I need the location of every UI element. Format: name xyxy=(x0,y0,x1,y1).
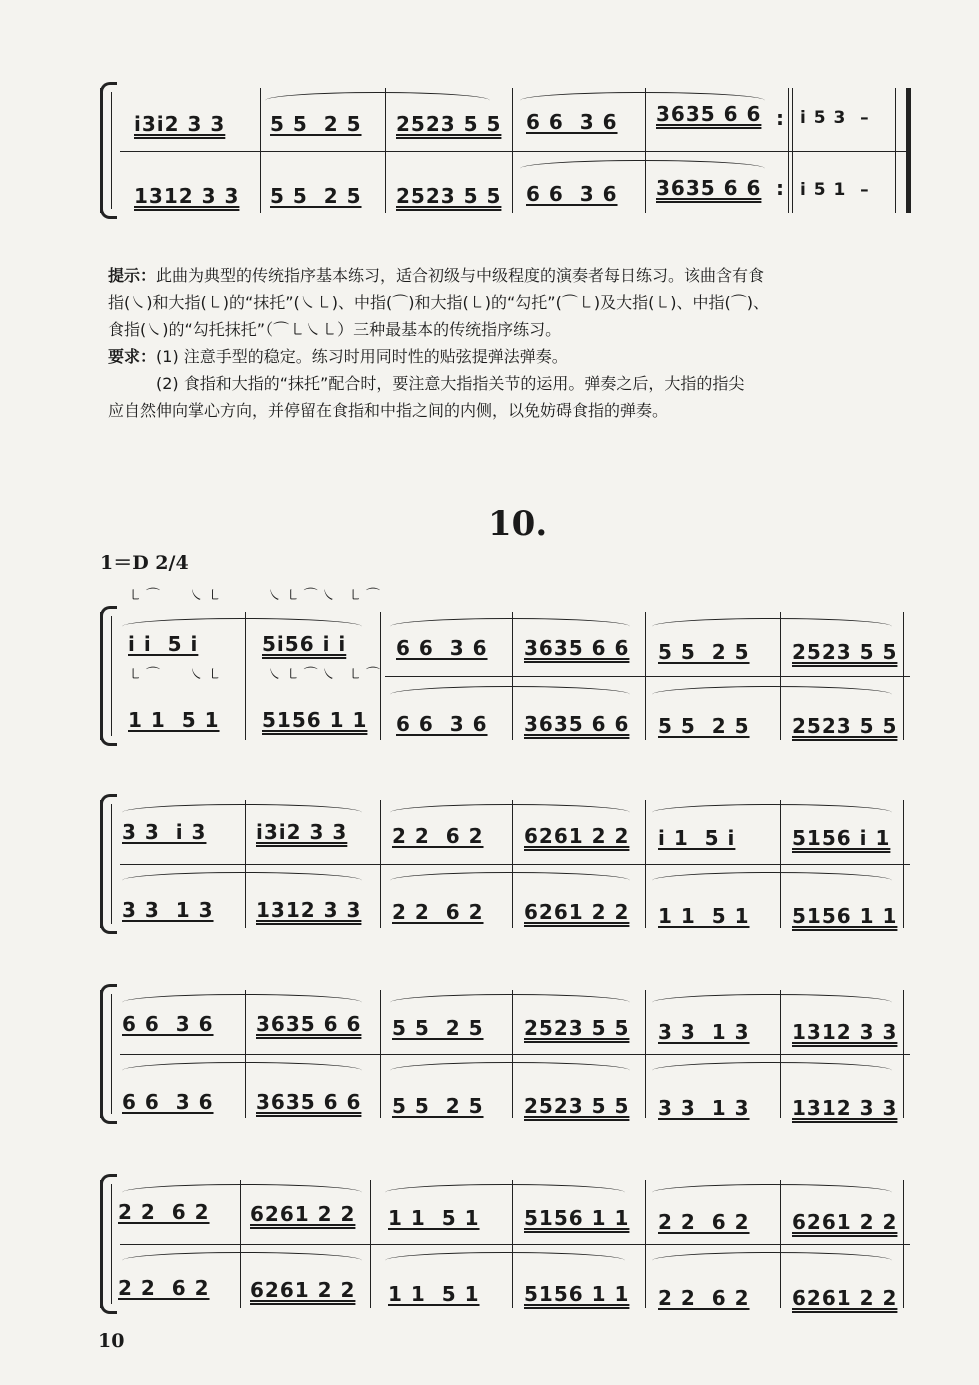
s2-lower-m5: 1 1 5 1 xyxy=(658,904,750,928)
s3-upper-m4: 2523 5 5 xyxy=(524,1016,630,1040)
measure-lower-1: 1312 3 3 xyxy=(134,184,240,208)
s4-upper-m6: 6261 2 2 xyxy=(792,1210,898,1234)
s1-upper-m2: 5i56 i i xyxy=(262,632,347,656)
s2-lower-m2: 1312 3 3 xyxy=(256,898,362,922)
measure-lower-3: 2523 5 5 xyxy=(396,184,502,208)
measure-upper-1: i3i2 3 3 xyxy=(134,112,226,136)
measure-lower-5: 3635 6 6 xyxy=(656,176,762,200)
s2-upper-m3: 2 2 6 2 xyxy=(392,824,484,848)
hint-line-1: 此曲为典型的传统指序基本练习，适合初级与中级程度的演奏者每日练习。该曲含有食 xyxy=(156,266,765,285)
s1-upper-m1: i i 5 i xyxy=(128,632,199,656)
s4-lower-m4: 5156 1 1 xyxy=(524,1282,630,1306)
s3-upper-m2: 3635 6 6 xyxy=(256,1012,362,1036)
s2-lower-m1: 3 3 1 3 xyxy=(122,898,214,922)
s2-lower-m6: 5156 1 1 xyxy=(792,904,898,928)
s3-lower-m2: 3635 6 6 xyxy=(256,1090,362,1114)
s1-upper-m3: 6 6 3 6 xyxy=(396,636,488,660)
s4-lower-m1: 2 2 6 2 xyxy=(118,1276,210,1300)
requirement-label: 要求： xyxy=(108,347,157,366)
s3-lower-m4: 2523 5 5 xyxy=(524,1094,630,1118)
measure-upper-2: 5 5 2 5 xyxy=(270,112,362,136)
score-system-1 xyxy=(100,612,910,740)
fingering-marks-upper: ㇄⌒ ㇏㇄ ㇏㇄⌒㇏ ㇄⌒ xyxy=(128,588,385,604)
s1-upper-m4: 3635 6 6 xyxy=(524,636,630,660)
instructions xyxy=(108,262,908,424)
s1-lower-m5: 5 5 2 5 xyxy=(658,714,750,738)
system-brace xyxy=(100,88,117,213)
s2-upper-m2: i3i2 3 3 xyxy=(256,820,348,844)
page-number: 10 xyxy=(98,1330,125,1352)
s3-upper-m6: 1312 3 3 xyxy=(792,1020,898,1044)
s4-upper-m4: 5156 1 1 xyxy=(524,1206,630,1230)
piece-number: 10. xyxy=(488,504,548,544)
s1-upper-m5: 5 5 2 5 xyxy=(658,640,750,664)
s2-lower-m4: 6261 2 2 xyxy=(524,900,630,924)
s3-lower-m3: 5 5 2 5 xyxy=(392,1094,484,1118)
fingering-marks-lower: ㇄⌒ ㇏㇄ ㇏㇄⌒㇏ ㇄⌒ xyxy=(128,667,385,683)
measure-upper-4: 6 6 3 6 xyxy=(526,110,618,134)
s1-upper-m6: 2523 5 5 xyxy=(792,640,898,664)
s3-upper-m3: 5 5 2 5 xyxy=(392,1016,484,1040)
s2-lower-m3: 2 2 6 2 xyxy=(392,900,484,924)
s4-upper-m2: 6261 2 2 xyxy=(250,1202,356,1226)
measure-lower-4: 6 6 3 6 xyxy=(526,182,618,206)
requirement-line-1: (1) 注意手型的稳定。练习时用同时性的贴弦提弹法弹奏。 xyxy=(156,347,568,366)
s4-upper-m3: 1 1 5 1 xyxy=(388,1206,480,1230)
s1-lower-m6: 2523 5 5 xyxy=(792,714,898,738)
s2-upper-m6: 5156 i 1 xyxy=(792,826,891,850)
s1-lower-m2: 5156 1 1 xyxy=(262,708,368,732)
s2-upper-m1: 3 3 i 3 xyxy=(122,820,207,844)
hint-line-2: 指(㇏)和大指(㇄)的“抹托”(㇏㇄)、中指(⌒)和大指(㇄)的“勾托”(⌒㇄)及大指(㇄)、中指(⌒)、 xyxy=(108,293,770,312)
s4-upper-m5: 2 2 6 2 xyxy=(658,1210,750,1234)
s4-lower-m2: 6261 2 2 xyxy=(250,1278,356,1302)
s2-upper-m5: i 1 5 i xyxy=(658,826,736,850)
final-barline xyxy=(895,88,911,213)
s3-upper-m1: 6 6 3 6 xyxy=(122,1012,214,1036)
final-chord-lower: i 5 1 – xyxy=(800,180,870,200)
top-score-system: i3i2 3 3 5 5 2 5 2523 5 5 6 6 3 6 3635 6 6 1312 3 3 5 5 2 5 2523 5 5 6 6 3 6 3635 6 6 : : i 5 3 – i 5 1 – xyxy=(100,88,910,213)
s1-lower-m3: 6 6 3 6 xyxy=(396,712,488,736)
key-signature: 1＝D 2/4 xyxy=(100,552,189,574)
measure-upper-5: 3635 6 6 xyxy=(656,102,762,126)
s4-upper-m1: 2 2 6 2 xyxy=(118,1200,210,1224)
s3-lower-m5: 3 3 1 3 xyxy=(658,1096,750,1120)
score-system-4 xyxy=(100,1180,910,1308)
s3-lower-m6: 1312 3 3 xyxy=(792,1096,898,1120)
requirement-line-2: (2) 食指和大指的“抹托”配合时，要注意大指指关节的运用。弹奏之后，大指的指尖 xyxy=(156,374,745,393)
s4-lower-m5: 2 2 6 2 xyxy=(658,1286,750,1310)
s1-lower-m1: 1 1 5 1 xyxy=(128,708,220,732)
s2-upper-m4: 6261 2 2 xyxy=(524,824,630,848)
s1-lower-m4: 3635 6 6 xyxy=(524,712,630,736)
s3-upper-m5: 3 3 1 3 xyxy=(658,1020,750,1044)
score-system-2 xyxy=(100,800,910,928)
requirement-line-3: 应自然伸向掌心方向，并停留在食指和中指之间的内侧，以免妨碍食指的弹奏。 xyxy=(108,401,669,420)
measure-lower-2: 5 5 2 5 xyxy=(270,184,362,208)
final-chord-upper: i 5 3 – xyxy=(800,108,870,128)
score-system-3 xyxy=(100,990,910,1118)
s3-lower-m1: 6 6 3 6 xyxy=(122,1090,214,1114)
s4-lower-m6: 6261 2 2 xyxy=(792,1286,898,1310)
hint-line-3: 食指(㇏)的“勾托抹托”（⌒㇄㇏㇄）三种最基本的传统指序练习。 xyxy=(108,320,562,339)
hint-label: 提示： xyxy=(108,266,157,285)
s4-lower-m3: 1 1 5 1 xyxy=(388,1282,480,1306)
measure-upper-3: 2523 5 5 xyxy=(396,112,502,136)
